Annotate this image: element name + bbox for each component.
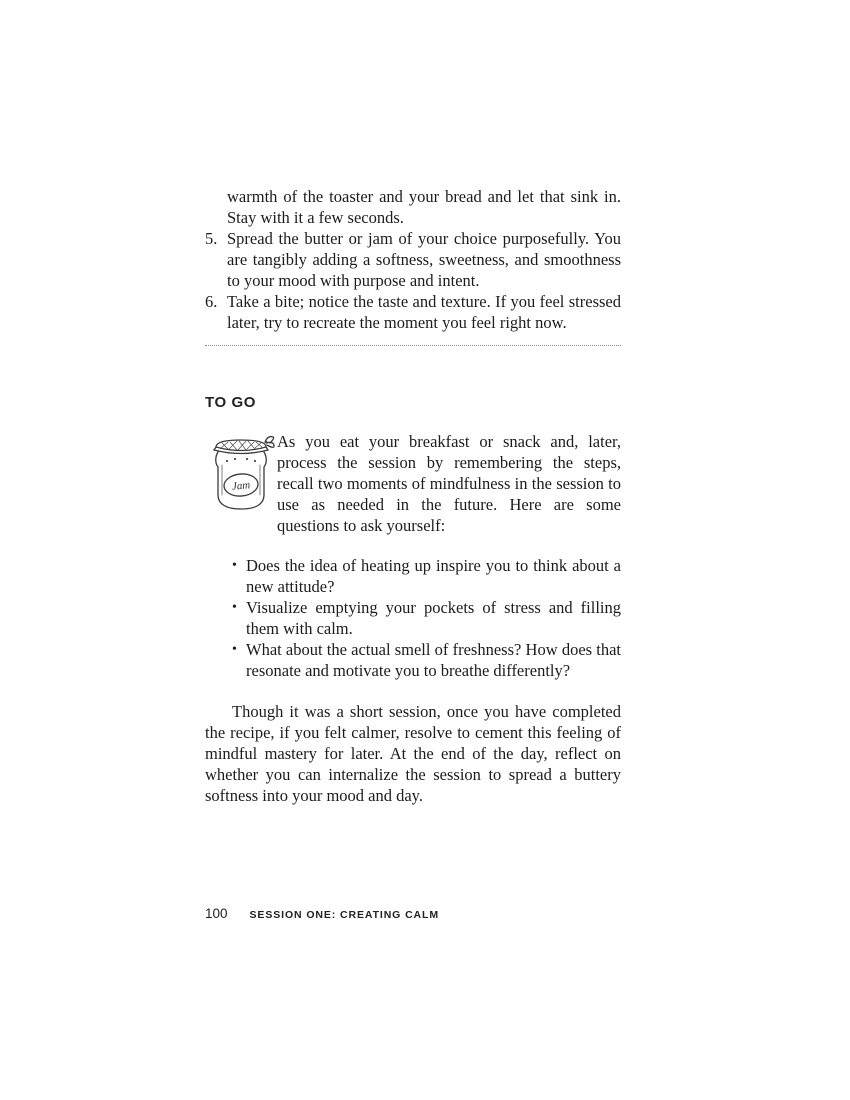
step-text: Take a bite; notice the taste and texture. If you feel stressed later, try to recreate the moment you feel right now. [227,292,621,332]
closing-paragraph: Though it was a short session, once you have completed the recipe, if you felt calmer, resolve to cement this feeling of mindful mastery for later. At the end of the day, reflect on whether you can internalize the session to spread a buttery softness into your mood and day. [205,702,621,805]
bullet-icon: • [232,558,237,573]
step-continuation-text: warmth of the toaster and your bread and let that sink in. Stay with it a few seconds. [227,187,621,227]
bullet-icon: • [232,600,237,615]
dotted-section-divider [205,345,621,346]
to-go-row [205,431,621,536]
question-item [205,639,621,681]
step-item [205,228,621,291]
question-text: Visualize emptying your pockets of stress and filling them with calm. [246,598,621,638]
step-number: 5. [205,229,218,248]
to-go-intro-paragraph: As you eat your breakfast or snack and, later, process the session by remembering the steps, recall two moments of mindfulness in the session to use as needed in the future. Here are some questions to ask yourself: [277,432,621,535]
bullet-icon: • [232,642,237,657]
page-number: 100 [205,906,228,921]
page-content [205,186,621,823]
question-item [205,555,621,597]
jam-jar-icon [205,431,277,518]
question-text: Does the idea of heating up inspire you to think about a new attitude? [246,556,621,596]
question-list [205,555,621,681]
running-title: SESSION ONE: CREATING CALM [249,909,439,921]
to-go-heading: TO GO [205,394,257,411]
question-text: What about the actual smell of freshness? How does that resonate and motivate you to breathe differently? [246,640,621,680]
question-item [205,597,621,639]
jar-label-text: Jam [231,479,251,493]
step-text: Spread the butter or jam of your choice purposefully. You are tangibly adding a softness, sweetness, and smoothness to your mood with purpose and intent. [227,229,621,290]
step-item [205,291,621,333]
page-footer [205,906,439,921]
step-number: 6. [205,292,218,311]
